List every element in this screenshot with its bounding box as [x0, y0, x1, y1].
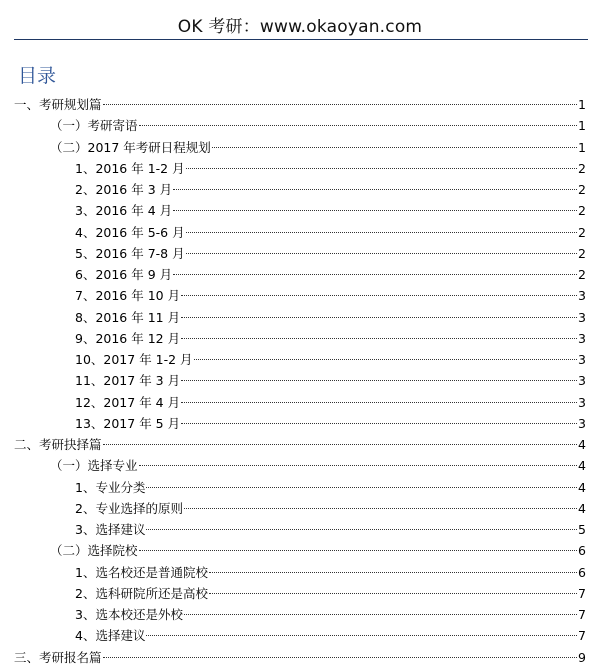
toc-entry-text: 12、2017 年 4 月 [75, 394, 181, 410]
toc-entry[interactable] [0, 498, 600, 519]
header-rule [14, 39, 588, 40]
toc-dot-leader [103, 104, 578, 105]
toc-page-number: 6 [578, 543, 586, 559]
toc-entry-text: 13、2017 年 5 月 [75, 415, 181, 431]
toc-page-number: 2 [578, 267, 586, 282]
toc-entry-text: （一）选择专业 [50, 458, 138, 474]
toc-page-number: 3 [578, 415, 586, 431]
toc-entry-text: 3、选本校还是外校 [75, 607, 183, 622]
toc-page-number: 2 [578, 160, 586, 176]
toc-dot-leader [184, 508, 577, 509]
toc-page-number: 7 [578, 628, 586, 644]
toc-dot-leader [139, 465, 578, 466]
toc-dot-leader [186, 232, 577, 233]
toc-page-number: 7 [578, 607, 586, 622]
toc-entry[interactable] [0, 328, 600, 349]
toc-entry[interactable] [0, 647, 600, 668]
toc-page-number: 3 [578, 288, 586, 304]
toc-entry-text: 三、考研报名篇 [14, 649, 102, 665]
toc-entry-text: （二）选择院校 [50, 543, 138, 559]
toc-entry-text: 2、专业选择的原则 [75, 500, 183, 516]
toc-entry-text: 二、考研抉择篇 [14, 437, 102, 452]
toc-entry-text: 10、2017 年 1-2 月 [75, 352, 193, 367]
toc-entry[interactable] [0, 370, 600, 391]
toc-dot-leader [181, 380, 577, 381]
toc-entry[interactable] [0, 115, 600, 136]
toc-page-number: 3 [578, 373, 586, 389]
toc-entry[interactable] [0, 222, 600, 243]
toc-title: 目录 [18, 65, 57, 87]
toc-entry[interactable] [0, 434, 600, 455]
toc-entry[interactable] [0, 413, 600, 434]
toc-entry[interactable] [0, 519, 600, 540]
toc-dot-leader [146, 529, 577, 530]
toc-entry-text: 6、2016 年 9 月 [75, 267, 173, 282]
toc-entry-text: 3、选择建议 [75, 522, 146, 537]
toc-entry[interactable] [0, 540, 600, 561]
toc-page-number: 3 [578, 330, 586, 346]
toc-entry[interactable] [0, 179, 600, 200]
toc-page-number: 9 [578, 649, 586, 665]
toc-dot-leader [139, 125, 578, 126]
toc-page-number: 1 [578, 139, 586, 155]
toc-entry[interactable] [0, 604, 600, 625]
toc-dot-leader [103, 444, 578, 445]
toc-entry-text: 1、选名校还是普通院校 [75, 564, 208, 580]
toc-dot-leader [146, 487, 577, 488]
toc-dot-leader [181, 295, 577, 296]
toc-dot-leader [184, 614, 577, 615]
toc-page-number: 6 [578, 564, 586, 580]
toc-entry-text: 8、2016 年 11 月 [75, 309, 181, 325]
toc-entry[interactable] [0, 477, 600, 498]
toc-entry[interactable] [0, 264, 600, 285]
toc-entry-text: 3、2016 年 4 月 [75, 203, 173, 219]
toc-page-number: 4 [578, 500, 586, 516]
toc-page-number: 5 [578, 522, 586, 537]
toc-page-number: 4 [578, 437, 586, 452]
toc-entry[interactable] [0, 307, 600, 328]
toc-entry-text: 11、2017 年 3 月 [75, 373, 181, 389]
toc-page-number: 2 [578, 224, 586, 240]
toc-entry-text: 4、选择建议 [75, 628, 146, 644]
toc-dot-leader [194, 359, 577, 360]
toc-entry[interactable] [0, 349, 600, 370]
toc-entry[interactable] [0, 285, 600, 306]
toc-page-number: 2 [578, 203, 586, 219]
toc-dot-leader [181, 317, 577, 318]
toc-entry[interactable] [0, 94, 600, 115]
toc-entry-text: （一）考研寄语 [50, 118, 138, 134]
toc-entry-text: 一、考研规划篇 [14, 97, 102, 112]
toc-entry-text: （二）2017 年考研日程规划 [50, 139, 211, 155]
toc-page-number: 3 [578, 309, 586, 325]
toc-dot-leader [181, 402, 577, 403]
toc-page-number: 3 [578, 394, 586, 410]
toc-entry-text: 1、2016 年 1-2 月 [75, 160, 185, 176]
toc-entry-text: 4、2016 年 5-6 月 [75, 224, 185, 240]
toc-page-number: 2 [578, 245, 586, 261]
toc-entry[interactable] [0, 200, 600, 221]
toc-page-number: 1 [578, 97, 586, 112]
toc-page-number: 4 [578, 479, 586, 495]
toc-dot-leader [173, 189, 577, 190]
toc-entry[interactable] [0, 392, 600, 413]
toc-page-number: 3 [578, 352, 586, 367]
toc-entry[interactable] [0, 562, 600, 583]
toc-entry-text: 5、2016 年 7-8 月 [75, 245, 185, 261]
toc-dot-leader [146, 635, 577, 636]
toc-dot-leader [181, 338, 577, 339]
toc-dot-leader [139, 550, 578, 551]
toc-page-number: 1 [578, 118, 586, 134]
toc-entry[interactable] [0, 158, 600, 179]
toc-dot-leader [103, 657, 578, 658]
toc-dot-leader [209, 572, 577, 573]
toc-dot-leader [181, 423, 577, 424]
toc-dot-leader [173, 274, 577, 275]
toc-entry[interactable] [0, 243, 600, 264]
page-header: OK 考研：www.okaoyan.com [177, 17, 423, 37]
toc-dot-leader [186, 253, 577, 254]
toc-entry-text: 7、2016 年 10 月 [75, 288, 181, 304]
toc-entry-text: 2、2016 年 3 月 [75, 182, 173, 197]
toc-entry[interactable] [0, 455, 600, 476]
toc-page-number: 7 [578, 585, 586, 601]
toc-entry-text: 1、专业分类 [75, 479, 146, 495]
toc-entry-text: 2、选科研院所还是高校 [75, 585, 208, 601]
toc-page-number: 2 [578, 182, 586, 197]
toc-dot-leader [173, 210, 577, 211]
toc-entry[interactable] [0, 583, 600, 604]
table-of-contents [0, 94, 600, 668]
toc-entry-text: 9、2016 年 12 月 [75, 330, 181, 346]
toc-dot-leader [212, 147, 577, 148]
toc-dot-leader [186, 168, 577, 169]
toc-entry[interactable] [0, 625, 600, 646]
toc-page-number: 4 [578, 458, 586, 474]
toc-entry[interactable] [0, 137, 600, 158]
toc-dot-leader [209, 593, 577, 594]
